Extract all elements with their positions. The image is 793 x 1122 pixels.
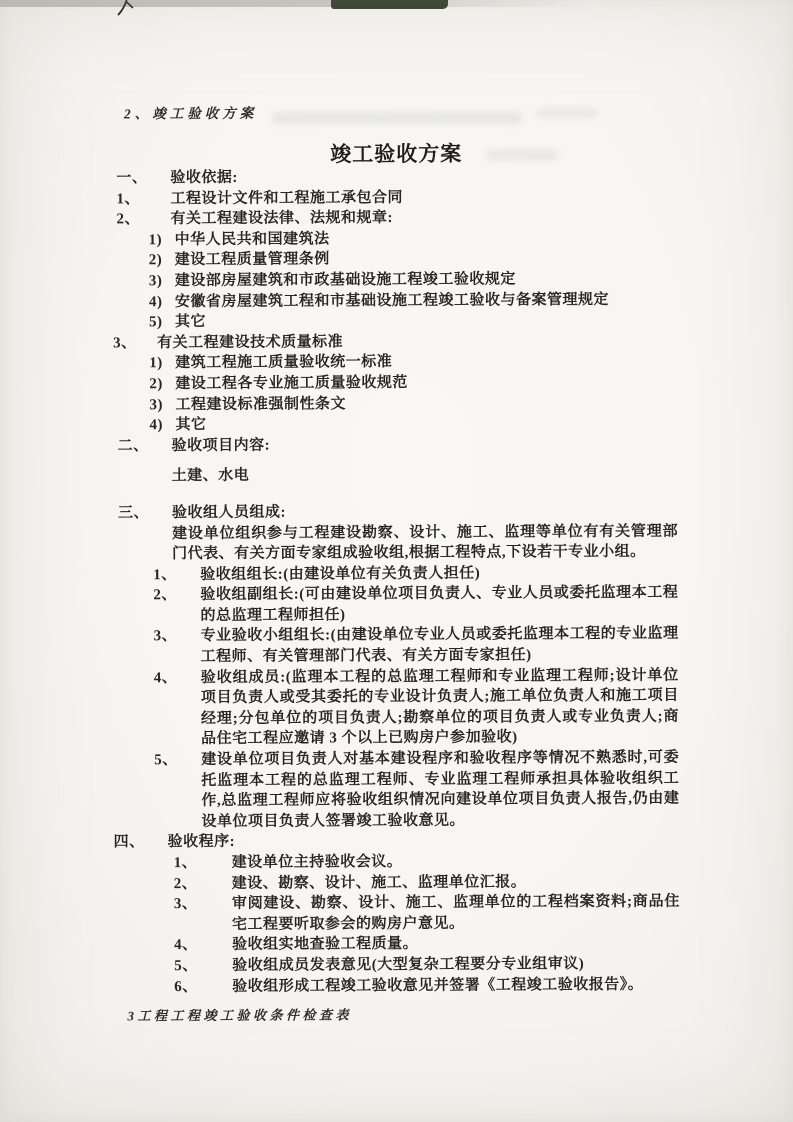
list-item	[154, 748, 679, 833]
item-number: 2)	[149, 376, 163, 393]
list-item	[113, 330, 677, 353]
section-number: 三、	[117, 505, 150, 522]
section-title: 验收组人员组成:	[171, 504, 287, 522]
item-text: 建设单位项目负责人对基本建设程序和验收程序等情况不熟悉时,可委托监理本工程的总监理工程师、专业监理工程师承担具体验收组织工作,总监理工程师应将验收组织情况向建设单位项目负责人报告,仍由建设单位项目负责人签署竣工验收意见。	[201, 749, 680, 830]
section-heading-row	[118, 433, 678, 456]
page-header-note: 2、竣工验收方案	[123, 105, 258, 122]
item-text: 中华人民共和国建筑法	[174, 231, 330, 248]
list-subitem	[149, 351, 677, 374]
item-text: 验收组成员:(监理本工程的总监理工程师和专业监理工程师;设计单位项目负责人或受其委托的专业设计负责人;施工单位负责人和施工项目经理;分包单位的项目负责人;勘察单位的项目负责人或专业负责人;商品住宅工程应邀请 3 个以上已购房户参加验收)	[200, 667, 680, 748]
list-item	[116, 186, 676, 209]
list-item	[174, 933, 680, 956]
item-number: 1)	[148, 231, 163, 249]
list-subitem	[149, 269, 677, 292]
list-subitem	[149, 392, 677, 415]
list-item	[154, 624, 679, 668]
item-text: 验收组形成工程竣工验收意见并签署《工程竣工验收报告》。	[232, 976, 644, 995]
item-number: 2、	[153, 587, 177, 604]
list-subitem	[149, 372, 677, 395]
item-number: 3、	[173, 896, 198, 913]
list-item	[174, 851, 680, 874]
item-text: 建设工程质量管理条例	[174, 251, 330, 269]
list-item	[116, 207, 676, 230]
item-number: 1、	[116, 190, 140, 207]
section-number: 二、	[117, 437, 149, 455]
item-text: 验收组副组长:(可由建设单位项目负责人、专业人员或委托监理本工程的总监理工程师担任)	[200, 584, 679, 624]
item-text: 验收组成员发表意见(大型复杂工程要分专业组审议)	[232, 956, 585, 974]
section-number: 四、	[113, 834, 145, 851]
item-number: 1)	[149, 355, 163, 372]
item-text: 建设部房屋建筑和市政基础设施工程竣工验收规定	[174, 271, 516, 290]
item-number: 1、	[173, 854, 198, 872]
item-text: 工程建设标准强制性条文	[175, 395, 346, 413]
list-item	[153, 562, 678, 585]
page-footer-note: 3工程工程竣工验收条件检查表	[127, 1007, 352, 1024]
document-body	[113, 166, 680, 998]
item-number: 1、	[153, 566, 177, 583]
section-heading-row	[116, 166, 676, 189]
item-text: 其它	[175, 417, 207, 434]
list-item	[153, 583, 678, 627]
item-text: 安徽省房屋建筑工程和市基础设施工程竣工验收与备案管理规定	[174, 291, 609, 310]
item-text: 建设单位主持验收会议。	[231, 853, 403, 871]
item-number: 2、	[116, 211, 141, 228]
list-item	[154, 665, 679, 750]
item-text: 建筑工程施工质量验收统一标准	[175, 354, 393, 372]
item-number: 4、	[153, 669, 178, 686]
section-heading-row	[114, 830, 680, 853]
item-number: 6、	[174, 978, 198, 995]
section-title: 验收程序:	[167, 834, 236, 851]
item-number: 3)	[148, 273, 163, 290]
item-number: 4)	[148, 293, 163, 310]
item-number: 3)	[149, 396, 163, 413]
item-text: 审阅建设、勘察、设计、施工、监理单位的工程档案资料;商品住宅工程要听取参会的购房户意见。	[231, 893, 680, 933]
item-number: 5、	[174, 957, 198, 975]
list-item	[174, 954, 680, 977]
list-item	[174, 974, 680, 997]
item-number: 4)	[149, 417, 164, 434]
item-text: 建设工程各专业施工质量验收规范	[175, 374, 408, 393]
item-number: 3、	[153, 628, 178, 645]
item-text: 其它	[174, 314, 207, 331]
item-number: 5、	[154, 752, 178, 769]
item-text: 有关工程建设法律、法规和规章:	[170, 210, 394, 228]
item-text: 建设、勘察、设计、施工、监理单位汇报。	[231, 873, 527, 892]
section-heading-row	[118, 501, 678, 524]
list-item	[174, 892, 680, 936]
list-subitem	[149, 289, 677, 312]
section-number: 一、	[116, 170, 148, 187]
section-body-text: 土建、水电	[171, 468, 250, 485]
item-number: 2)	[148, 252, 163, 269]
section-intro-paragraph: 建设单位组织参与工程建设勘察、设计、施工、监理等单位有有关管理部门代表、有关方面专家组成验收组,根据工程特点,下设若干专业小组。	[172, 523, 679, 563]
section-title: 验收依据:	[170, 169, 238, 187]
list-item	[174, 871, 680, 894]
item-text: 专业验收小组组长:(由建设单位专业人员或委托监理本工程的专业监理工程师、有关管理部门代表、有关方面专家担任)	[200, 626, 679, 666]
item-number: 4、	[174, 937, 198, 954]
list-subitem	[149, 227, 677, 250]
list-subitem	[149, 248, 677, 271]
item-text: 有关工程建设技术质量标准	[157, 334, 344, 351]
item-number: 2、	[173, 875, 198, 892]
item-number: 3、	[113, 335, 137, 352]
list-subitem	[149, 413, 677, 436]
document-title: 竣工验收方案	[330, 141, 463, 167]
item-text: 工程设计文件和工程施工承包合同	[170, 189, 403, 207]
item-text: 验收组实地查验工程质量。	[232, 936, 419, 954]
section-title: 验收项目内容:	[171, 437, 271, 454]
list-subitem	[149, 310, 677, 333]
item-number: 5)	[148, 314, 163, 331]
item-text: 验收组组长:(由建设单位有关负责人担任)	[200, 565, 481, 583]
